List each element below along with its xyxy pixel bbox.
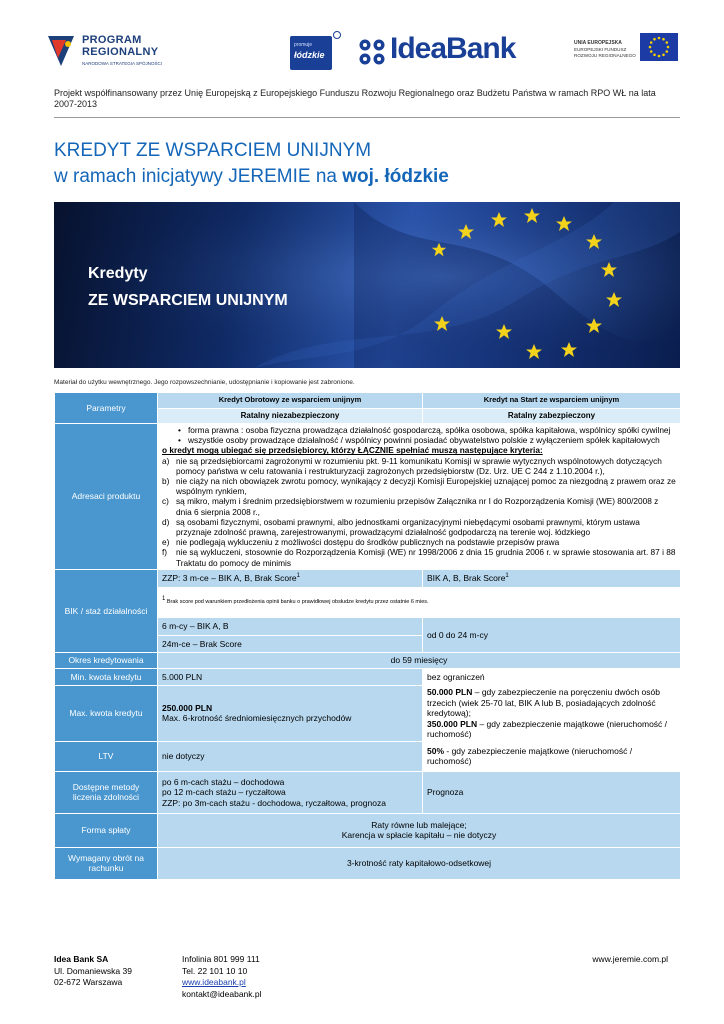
ltv-label: LTV bbox=[55, 741, 158, 771]
project-note: Projekt współfinansowany przez Unię Europejską z Europejskiego Funduszu Rozwoju Regionalnego oraz Budżetu Państwa w ramach RPO WŁ na lata 2007-2013 bbox=[54, 88, 656, 109]
eu-banner bbox=[54, 202, 680, 368]
program-line1: PROGRAM bbox=[82, 34, 142, 46]
jeremie-link[interactable]: www.jeremie.com.pl bbox=[592, 954, 668, 964]
forma-value: Raty równe lub malejące; Karencja w spłacie kapitału – nie dotyczy bbox=[158, 813, 681, 847]
obrot-value: 3-krotność raty kapitałowo-odsetkowej bbox=[158, 847, 681, 879]
footer-infolinia: Infolinia 801 999 111 bbox=[182, 954, 260, 964]
eu-flag-icon bbox=[640, 33, 678, 61]
criteria-item: c) są mikro, małym i średnim przedsiębiorstwem w rozumieniu przepisów Załącznika nr I do Rozporządzenia Komisji (WE) 800/2008 z dnia 6 sierpnia 2008 r., bbox=[162, 496, 659, 517]
footer-address bbox=[54, 954, 132, 989]
ue-line2: EUROPEJSKI FUNDUSZ bbox=[574, 47, 627, 52]
bik-c2-staz: od 0 do 24 m-cy bbox=[423, 617, 681, 652]
program-line2: REGIONALNY bbox=[82, 46, 159, 58]
forma-label: Forma spłaty bbox=[55, 813, 158, 847]
page-title: KREDYT ZE WSPARCIEM UNIJNYM bbox=[54, 140, 372, 161]
col2-title: Kredyt na Start ze wsparciem unijnym bbox=[423, 393, 681, 409]
metody-c2: Prognoza bbox=[423, 771, 681, 813]
lodzkie-name: łódzkie bbox=[294, 50, 325, 60]
ltv-c2: 50% - gdy zabezpieczenie majątkowe (nieruchomość / ruchomość) bbox=[423, 741, 681, 771]
program-regionalny-icon bbox=[46, 34, 76, 68]
ideabank-link[interactable]: www.ideabank.pl bbox=[182, 977, 246, 987]
ideabank-dots-icon bbox=[358, 38, 388, 68]
min-label: Min. kwota kredytu bbox=[55, 668, 158, 685]
max-label: Max. kwota kredytu bbox=[55, 685, 158, 741]
min-c1: 5.000 PLN bbox=[158, 668, 423, 685]
lodzkie-small: promuje bbox=[294, 42, 313, 48]
okres-value: do 59 miesięcy bbox=[158, 652, 681, 668]
subtitle-prefix: w ramach inicjatywy JEREMIE na bbox=[54, 166, 343, 187]
footer-contact bbox=[182, 954, 262, 1000]
metody-label: Dostępne metody liczenia zdolności bbox=[55, 771, 158, 813]
metody-c1: po 6 m-cach stażu – dochodowa po 12 m-cach stażu – ryczałtowa ZZP: po 3m-cach stażu - dochodowa, ryczałtowa, prognoza bbox=[158, 771, 423, 813]
adresaci-bullet: • wszystkie osoby prowadzące działalność / wspólnicy powinni posiadać obywatelstwo polskie z wyłączeniem spółek kapitałowych bbox=[178, 435, 676, 445]
ltv-c1: nie dotyczy bbox=[158, 741, 423, 771]
adresaci-label: Adresaci produktu bbox=[55, 424, 158, 570]
criteria-item: b) nie ciąży na nich obowiązek zwrotu pomocy, wynikający z decyzji Komisji Europejskiej uznającej pomoc za niezgodną z prawem oraz ze wspólnym rynkiem, bbox=[162, 476, 676, 497]
obrot-label: Wymagany obrót na rachunku bbox=[55, 847, 158, 879]
max-c1: 250.000 PLN Max. 6-krotność średniomiesięcznych przychodów bbox=[158, 685, 423, 741]
footer-street: Ul. Domaniewska 39 bbox=[54, 965, 132, 976]
bik-c1-r1: ZZP: 3 m-ce – BIK A, B, Brak Score$^1$ bbox=[158, 569, 423, 587]
criteria-item: e) nie podlegają wykluczeniu z możliwości dostępu do środków publicznych na podstawie przepisów prawa bbox=[162, 537, 560, 548]
ue-logo bbox=[574, 30, 678, 74]
bik-c1-r4: 24m-ce – Brak Score bbox=[158, 635, 423, 652]
lodzkie-logo bbox=[290, 36, 332, 70]
eu-stars-image bbox=[54, 202, 680, 368]
divider bbox=[54, 117, 680, 118]
criteria-item: a) nie są przedsiębiorcami zagrożonymi w rozumieniu pkt. 9-11 komunikatu Komisji w sprawie wytycznych wspólnotowych dotyczących pomocy państwa w celu ratowania i restrukturyzacji zagrożonych przedsiębiorstw (Dz. Urz. UE C 244 z 1.10.2004 r.), bbox=[162, 455, 662, 476]
criteria-heading: o kredyt mogą ubiegać się przedsiębiorcy, którzy ŁĄCZNIE spełniać muszą następujące kryteria: bbox=[162, 445, 543, 456]
program-line3: NARODOWA STRATEGIA SPÓJNOŚCI bbox=[82, 61, 163, 66]
params-label: Parametry bbox=[55, 393, 158, 424]
bik-label: BIK / staż działalności bbox=[55, 569, 158, 652]
col1-title: Kredyt Obrotowy ze wsparciem unijnym bbox=[158, 393, 423, 409]
ue-line1: UNIA EUROPEJSKA bbox=[574, 40, 622, 46]
logo-bar bbox=[0, 22, 724, 82]
footer-tel: Tel. 22 101 10 10 bbox=[182, 965, 248, 976]
banner-title: Kredyty bbox=[88, 265, 148, 282]
page-subtitle bbox=[54, 166, 449, 188]
material-note: Materiał do użytku wewnętrznego. Jego rozpowszechnianie, udostępnianie i kopiowanie jest zabronione. bbox=[54, 379, 355, 386]
registered-mark-icon bbox=[333, 31, 341, 39]
footer-city: 02-672 Warszawa bbox=[54, 977, 123, 987]
bik-footnote: $^1$ Brak score pod warunkiem przedłożenia opinii banku o prawidłowej obsłudze kredytu przez ostatnie 6 mies. bbox=[158, 587, 681, 617]
bik-c2-r1: BIK A, B, Brak Score$^1$ bbox=[423, 569, 681, 587]
footer-company: Idea Bank SA bbox=[54, 954, 109, 964]
bik-c1-r3: 6 m-cy – BIK A, B bbox=[158, 617, 423, 635]
max-c2: 50.000 PLN – gdy zabezpieczenie na poręczeniu dwóch osób trzecich (wiek 25-70 lat, BIK A lub B, posiadających zdolność kredytową); 350.000 PLN – gdy zabezpieczenie majątkowe (nieruchomość / ruchomość) bbox=[423, 685, 681, 741]
col2-sub: Ratalny zabezpieczony bbox=[423, 409, 681, 424]
criteria-item: d) są osobami fizycznymi, osobami prawnymi, albo jednostkami organizacyjnymi niebędącymi osobami prawnymi, którym ustawa przyznaje zdolność prawną, zarejestrowanymi, prowadzącymi działalność godpodarczą na terenie woj. łódzkiego bbox=[162, 516, 640, 538]
product-table bbox=[54, 392, 681, 880]
adresaci-bullet: • forma prawna : osoba fizyczna prowadząca działalność gospodarczą, spółka osobowa, spółka kapitałowa, wspólnicy spółki cywilnej bbox=[178, 425, 676, 435]
ideabank-logo bbox=[358, 32, 546, 72]
subtitle-region: woj. łódzkie bbox=[342, 166, 449, 187]
banner-subtitle: ZE WSPARCIEM UNIJNYM bbox=[88, 292, 288, 309]
okres-label: Okres kredytowania bbox=[55, 652, 158, 668]
col1-sub: Ratalny niezabezpieczony bbox=[158, 409, 423, 424]
adresaci-content bbox=[158, 424, 681, 570]
program-regionalny-logo bbox=[46, 30, 176, 78]
ue-line3: ROZWOJU REGIONALNEGO bbox=[574, 53, 636, 58]
ideabank-name: IdeaBank bbox=[390, 32, 516, 65]
criteria-item: f) nie są wykluczeni, stosownie do Rozporządzenia Komisji (WE) nr 1998/2006 z dnia 15 grudnia 2006 r. w sprawie stosowania art. 87 i 88 Traktatu do pomocy de minimis bbox=[162, 547, 676, 568]
min-c2: bez ograniczeń bbox=[423, 668, 681, 685]
footer-email: kontakt@ideabank.pl bbox=[182, 988, 262, 999]
